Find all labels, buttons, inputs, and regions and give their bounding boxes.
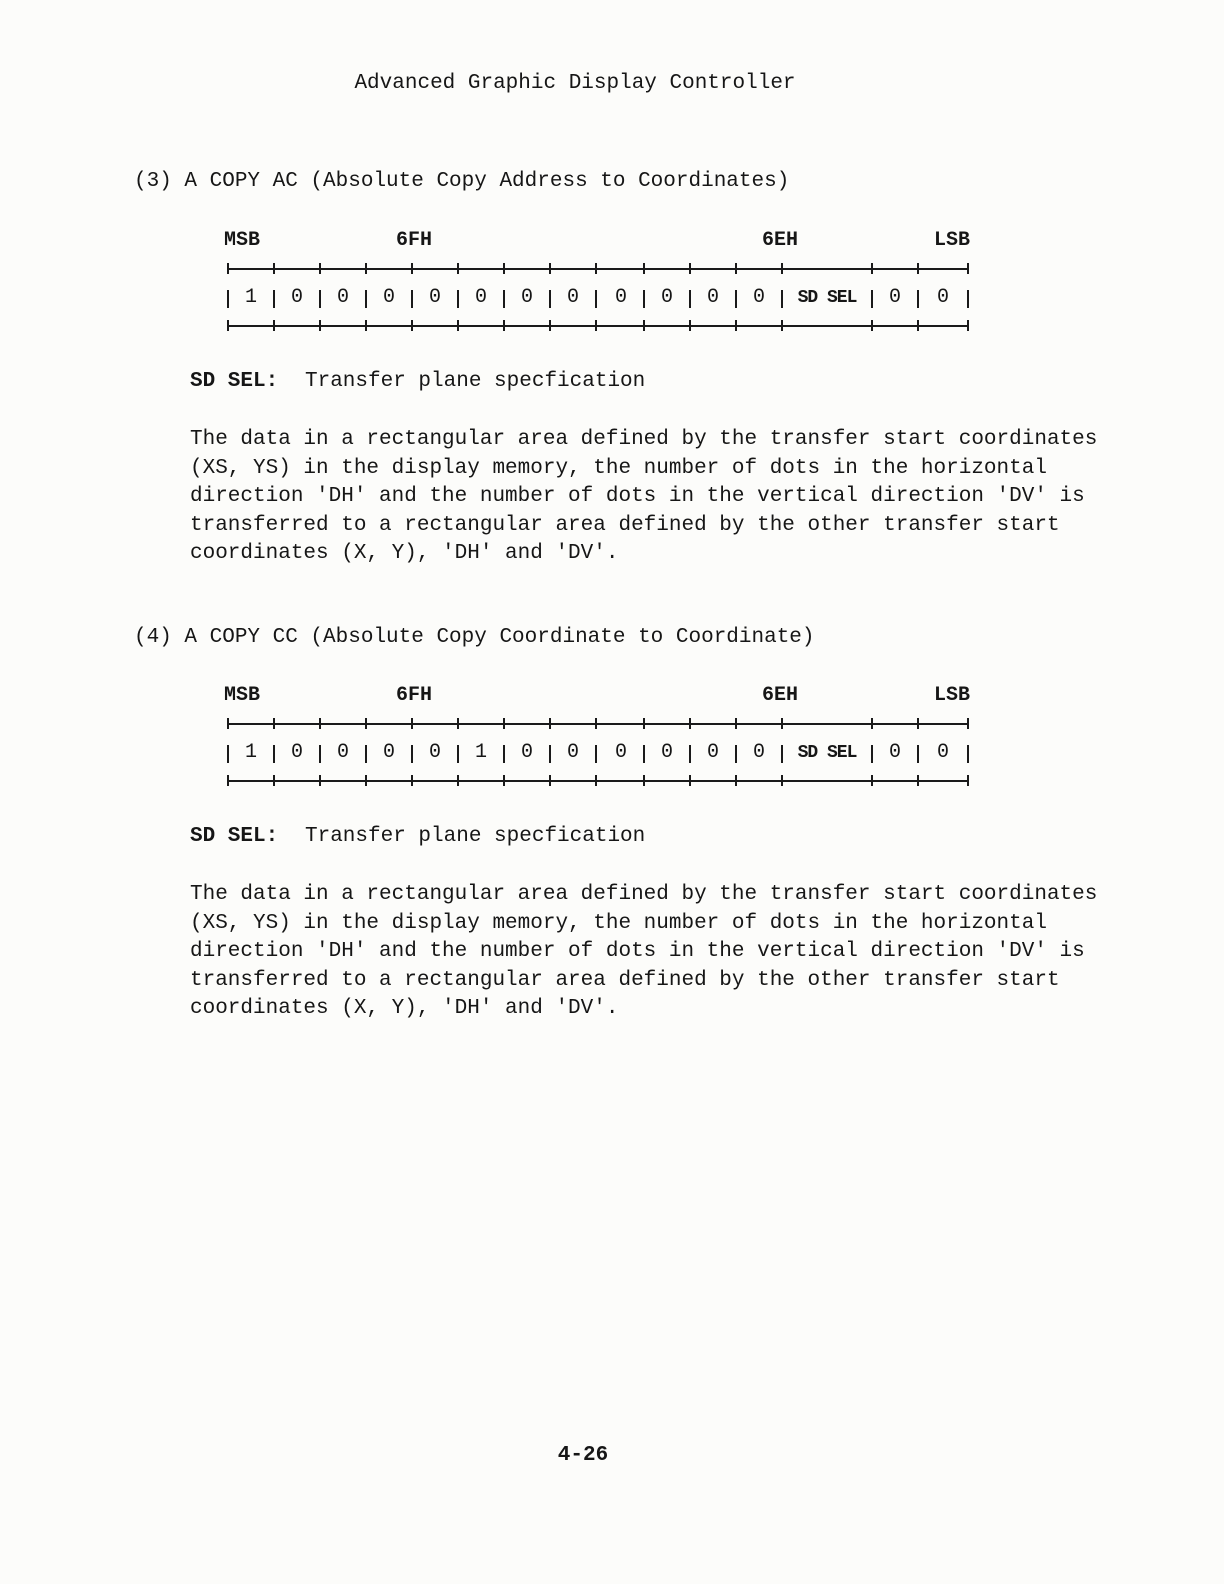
register-tick [457, 718, 459, 729]
bit-value: 0 [520, 286, 534, 309]
register-tick [273, 718, 275, 729]
section-title-copy-ac: (3) A COPY AC (Absolute Copy Address to Coordinates) [134, 170, 790, 193]
bit-value: 0 [614, 741, 628, 764]
register-tick [503, 263, 505, 274]
bit-value: 0 [336, 286, 350, 309]
bit-value: 0 [474, 286, 488, 309]
low-byte-label: 6EH [762, 229, 799, 252]
register-tick [735, 775, 737, 786]
register-tick [319, 320, 321, 331]
field-term-sd-sel: SD SEL: [190, 825, 279, 848]
register-tick [689, 718, 691, 729]
bit-separator [689, 745, 691, 763]
register-bottom-border [228, 780, 968, 782]
bit-separator [319, 290, 321, 308]
bit-value: 1 [244, 741, 258, 764]
bit-separator [871, 745, 873, 763]
bit-separator [503, 745, 505, 763]
bit-separator [781, 745, 783, 763]
lsb-label: LSB [934, 684, 971, 707]
low-byte-label: 6EH [762, 684, 799, 707]
register-top-border [228, 723, 968, 725]
register-tick [735, 320, 737, 331]
register-top-border [228, 268, 968, 270]
section-description [190, 881, 1098, 1024]
register-tick [549, 775, 551, 786]
register-tick [871, 718, 873, 729]
bit-separator [503, 290, 505, 308]
register-tick [457, 775, 459, 786]
msb-label: MSB [224, 229, 261, 252]
bit-separator [227, 745, 229, 763]
register-tick [365, 263, 367, 274]
register-tick [595, 775, 597, 786]
register-tick [365, 718, 367, 729]
register-tick [273, 775, 275, 786]
bit-separator [411, 290, 413, 308]
register-tick [781, 320, 783, 331]
description-line: The data in a rectangular area defined by the transfer start coordinates [190, 428, 1098, 451]
bit-value: 0 [336, 741, 350, 764]
bit-separator [319, 745, 321, 763]
register-tick [503, 775, 505, 786]
register-tick [967, 320, 969, 331]
bit-separator [967, 290, 969, 308]
bit-separator [273, 290, 275, 308]
bit-value: 0 [520, 741, 534, 764]
register-tick [319, 718, 321, 729]
description-line: coordinates (X, Y), 'DH' and 'DV'. [190, 542, 619, 565]
bit-value: 1 [474, 741, 488, 764]
register-bottom-border [228, 325, 968, 327]
register-tick [871, 263, 873, 274]
field-description: Transfer plane specfication [305, 370, 646, 393]
register-tick [411, 263, 413, 274]
register-tick [917, 263, 919, 274]
bit-value: 0 [428, 286, 442, 309]
description-line: direction 'DH' and the number of dots in the vertical direction 'DV' is [190, 485, 1085, 508]
bit-separator [871, 290, 873, 308]
bit-field-sd-sel: SD SEL [797, 743, 857, 763]
bit-value: 0 [382, 741, 396, 764]
register-tick [227, 320, 229, 331]
register-tick [595, 320, 597, 331]
bit-value: 0 [888, 741, 902, 764]
register-tick [781, 263, 783, 274]
bit-value: 0 [936, 286, 950, 309]
lsb-label: LSB [934, 229, 971, 252]
register-tick [689, 263, 691, 274]
register-tick [871, 775, 873, 786]
register-tick [643, 320, 645, 331]
register-tick [365, 320, 367, 331]
register-tick [689, 775, 691, 786]
section-title-copy-cc: (4) A COPY CC (Absolute Copy Coordinate to Coordinate) [134, 626, 815, 649]
description-line: transferred to a rectangular area defined by the other transfer start [190, 513, 1060, 537]
bit-value: 0 [706, 741, 720, 764]
bit-separator [689, 290, 691, 308]
bit-separator [735, 745, 737, 763]
bit-separator [781, 290, 783, 308]
description-line: coordinates (X, Y), 'DH' and 'DV'. [190, 997, 619, 1020]
bit-separator [735, 290, 737, 308]
high-byte-label: 6FH [396, 684, 433, 707]
register-tick [689, 320, 691, 331]
register-tick [319, 263, 321, 274]
description-line: direction 'DH' and the number of dots in the vertical direction 'DV' is [190, 940, 1085, 963]
page-header: Advanced Graphic Display Controller [354, 72, 796, 95]
bit-value: 0 [428, 741, 442, 764]
bit-value: 0 [752, 741, 766, 764]
register-tick [457, 263, 459, 274]
bit-separator [549, 290, 551, 308]
bit-value: 0 [888, 286, 902, 309]
bit-value: 0 [660, 286, 674, 309]
description-line: The data in a rectangular area defined by the transfer start coordinates [190, 883, 1098, 906]
register-tick [967, 775, 969, 786]
bit-value: 0 [752, 286, 766, 309]
bit-value: 0 [706, 286, 720, 309]
bit-separator [643, 745, 645, 763]
register-tick [643, 263, 645, 274]
register-tick [411, 775, 413, 786]
bit-separator [917, 745, 919, 763]
high-byte-label: 6FH [396, 229, 433, 252]
bit-separator [273, 745, 275, 763]
register-tick [549, 263, 551, 274]
bit-field-sd-sel: SD SEL [797, 288, 857, 308]
register-tick [503, 718, 505, 729]
bit-value: 0 [290, 741, 304, 764]
register-tick [781, 718, 783, 729]
register-tick [503, 320, 505, 331]
bit-separator [917, 290, 919, 308]
bit-separator [457, 290, 459, 308]
register-tick [917, 718, 919, 729]
bit-value: 0 [936, 741, 950, 764]
bit-separator [365, 290, 367, 308]
bit-value: 1 [244, 286, 258, 309]
register-tick [227, 718, 229, 729]
bit-separator [643, 290, 645, 308]
register-tick [411, 718, 413, 729]
bit-value: 0 [566, 286, 580, 309]
section-description [190, 426, 1098, 569]
register-tick [871, 320, 873, 331]
field-description: Transfer plane specfication [305, 825, 646, 848]
bit-separator [595, 745, 597, 763]
register-tick [273, 320, 275, 331]
bit-separator [549, 745, 551, 763]
bit-separator [595, 290, 597, 308]
register-tick [365, 775, 367, 786]
bit-separator [365, 745, 367, 763]
description-line: (XS, YS) in the display memory, the number of dots in the horizontal [190, 911, 1047, 935]
register-tick [549, 320, 551, 331]
register-tick [643, 718, 645, 729]
register-tick [457, 320, 459, 331]
register-tick [917, 320, 919, 331]
register-tick [227, 263, 229, 274]
register-tick [411, 320, 413, 331]
description-line: (XS, YS) in the display memory, the number of dots in the horizontal [190, 456, 1047, 480]
register-tick [227, 775, 229, 786]
register-tick [549, 718, 551, 729]
msb-label: MSB [224, 684, 261, 707]
register-tick [967, 718, 969, 729]
register-tick [273, 263, 275, 274]
register-tick [735, 718, 737, 729]
bit-value: 0 [566, 741, 580, 764]
register-tick [967, 263, 969, 274]
bit-separator [227, 290, 229, 308]
bit-value: 0 [382, 286, 396, 309]
register-tick [735, 263, 737, 274]
bit-value: 0 [614, 286, 628, 309]
register-tick [595, 718, 597, 729]
register-tick [319, 775, 321, 786]
field-term-sd-sel: SD SEL: [190, 370, 279, 393]
register-tick [917, 775, 919, 786]
bit-separator [457, 745, 459, 763]
register-tick [643, 775, 645, 786]
bit-value: 0 [660, 741, 674, 764]
bit-value: 0 [290, 286, 304, 309]
register-tick [781, 775, 783, 786]
description-line: transferred to a rectangular area defined by the other transfer start [190, 968, 1060, 992]
register-tick [595, 263, 597, 274]
bit-separator [967, 745, 969, 763]
page-number: 4-26 [557, 1444, 609, 1467]
bit-separator [411, 745, 413, 763]
